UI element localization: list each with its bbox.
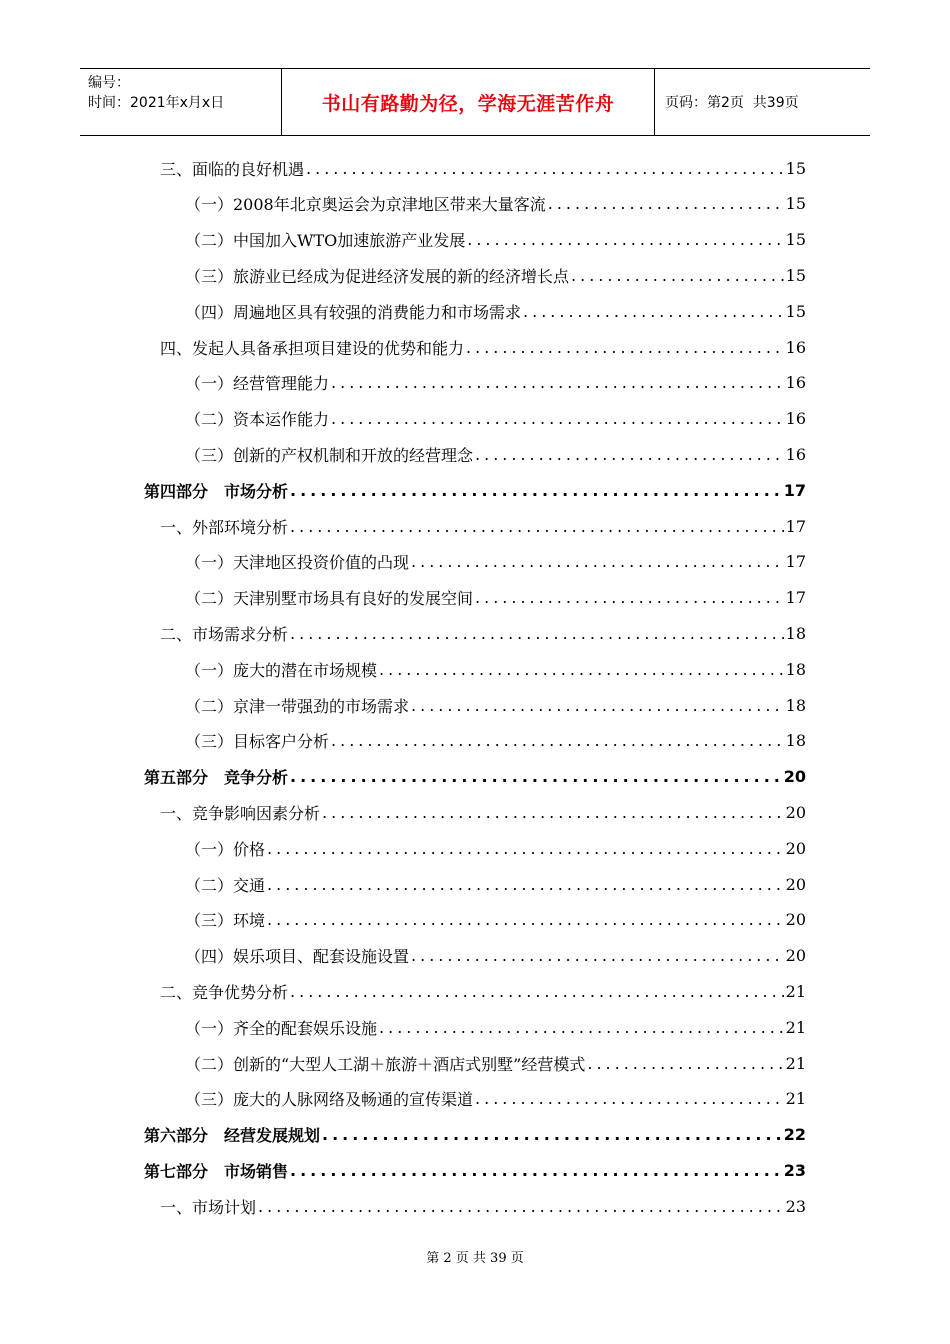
toc-entry[interactable]	[185, 1085, 806, 1113]
toc-entry-page: 15	[785, 265, 806, 285]
toc-entry-page: 17	[783, 480, 806, 500]
toc-entry-title: （一）庞大的潜在市场规模	[185, 660, 378, 680]
toc-dot-leader	[411, 696, 784, 715]
toc-entry[interactable]	[185, 261, 806, 289]
toc-entry-page: 15	[785, 301, 806, 321]
toc-entry-page: 22	[783, 1125, 806, 1145]
toc-dot-leader	[322, 803, 784, 822]
toc-entry[interactable]	[185, 1049, 806, 1077]
toc-entry-title: （二）京津一带强劲的市场需求	[185, 696, 410, 716]
toc-dot-leader	[411, 552, 784, 571]
toc-entry[interactable]	[160, 333, 806, 361]
toc-dot-leader	[411, 946, 784, 965]
toc-dot-leader	[258, 1197, 784, 1216]
toc-entry-page: 23	[785, 1196, 806, 1216]
toc-entry-title: 第七部分 市场销售	[144, 1161, 289, 1181]
header-meta	[80, 69, 282, 135]
header-page-label: 页码：第2页 共39页	[665, 95, 799, 111]
toc-entry[interactable]	[144, 476, 806, 504]
toc-dot-leader	[475, 588, 784, 607]
toc-entry-page: 17	[785, 552, 806, 572]
toc-entry[interactable]	[185, 906, 806, 934]
toc-dot-leader	[290, 767, 782, 786]
toc-entry-title: （四）娱乐项目、配套设施设置	[185, 947, 410, 967]
toc-entry-page: 21	[785, 1053, 806, 1073]
toc-entry[interactable]	[185, 584, 806, 612]
toc-dot-leader	[290, 481, 782, 500]
toc-entry-title: （四）周遍地区具有较强的消费能力和市场需求	[185, 302, 522, 322]
toc-entry-title: 第六部分 经营发展规划	[144, 1126, 321, 1146]
toc-entry[interactable]	[185, 440, 806, 468]
toc-dot-leader	[466, 338, 784, 357]
toc-entry-page: 20	[785, 946, 806, 966]
toc-entry-title: 四、发起人具备承担项目建设的优势和能力	[160, 338, 465, 358]
toc-entry-page: 15	[785, 230, 806, 250]
toc-entry[interactable]	[160, 798, 806, 826]
toc-entry[interactable]	[160, 154, 806, 182]
toc-dot-leader	[267, 875, 784, 894]
toc-dot-leader	[290, 624, 784, 643]
toc-entry-title: （一）经营管理能力	[185, 374, 330, 394]
toc-entry[interactable]	[185, 834, 806, 862]
toc-dot-leader	[306, 159, 784, 178]
toc-dot-leader	[475, 1089, 784, 1108]
toc-entry-page: 20	[785, 802, 806, 822]
toc-entry-title: （二）中国加入WTO加速旅游产业发展	[185, 231, 466, 251]
toc-entry-page: 16	[785, 409, 806, 429]
toc-dot-leader	[290, 1161, 782, 1180]
toc-dot-leader	[571, 266, 784, 285]
toc-entry[interactable]	[185, 405, 806, 433]
toc-dot-leader	[331, 373, 784, 392]
toc-dot-leader	[290, 517, 784, 536]
toc-entry-title: 第四部分 市场分析	[144, 481, 289, 501]
toc-dot-leader	[267, 839, 784, 858]
toc-entry-page: 16	[785, 337, 806, 357]
toc-entry-title: （一）价格	[185, 839, 266, 859]
toc-entry-title: （三）创新的产权机制和开放的经营理念	[185, 445, 474, 465]
toc-entry[interactable]	[185, 297, 806, 325]
toc-entry-title: 二、竞争优势分析	[160, 982, 289, 1002]
toc-entry-title: （一）天津地区投资价值的凸现	[185, 553, 410, 573]
toc-dot-leader	[267, 910, 784, 929]
toc-entry-page: 16	[785, 373, 806, 393]
page-header	[80, 68, 870, 136]
toc-entry-page: 15	[785, 158, 806, 178]
toc-dot-leader	[331, 731, 784, 750]
toc-entry-title: （二）创新的“大型人工湖＋旅游＋酒店式别墅”经营模式	[185, 1054, 586, 1074]
toc-dot-leader	[587, 1054, 783, 1073]
header-motto: 书山有路勤为径，学海无涯苦作舟	[282, 69, 655, 135]
toc-entry-page: 17	[785, 516, 806, 536]
toc-dot-leader	[475, 445, 784, 464]
toc-entry[interactable]	[185, 870, 806, 898]
toc-dot-leader	[523, 302, 784, 321]
toc-entry-title: （二）资本运作能力	[185, 410, 330, 430]
toc-entry-title: 一、竞争影响因素分析	[160, 803, 321, 823]
toc-entry-title: 三、面临的良好机遇	[160, 159, 305, 179]
toc-entry-page: 20	[785, 910, 806, 930]
toc-entry-page: 18	[785, 659, 806, 679]
toc-entry[interactable]	[185, 190, 806, 218]
toc-entry-page: 16	[785, 444, 806, 464]
toc-entry-title: （一）齐全的配套娱乐设施	[185, 1018, 378, 1038]
document-number: 编号：	[88, 75, 130, 91]
toc-entry-title: 一、外部环境分析	[160, 517, 289, 537]
toc-dot-leader	[548, 194, 784, 213]
toc-dot-leader	[467, 230, 783, 249]
toc-entry-page: 20	[785, 838, 806, 858]
toc-entry-page: 21	[785, 981, 806, 1001]
toc-entry-page: 21	[785, 1017, 806, 1037]
toc-entry[interactable]	[185, 369, 806, 397]
toc-entry[interactable]	[185, 1013, 806, 1041]
document-time: 时间：2021年x月x日	[88, 95, 225, 111]
toc-entry-title: （二）交通	[185, 875, 266, 895]
toc-dot-leader	[379, 1018, 784, 1037]
toc-entry[interactable]	[144, 1156, 806, 1184]
header-page-info	[655, 69, 870, 135]
toc-entry-title: （三）环境	[185, 911, 266, 931]
toc-entry[interactable]	[160, 977, 806, 1005]
toc-dot-leader	[379, 660, 784, 679]
toc-entry-title: （三）庞大的人脉网络及畅通的宣传渠道	[185, 1090, 474, 1110]
toc-entry-title: （三）旅游业已经成为促进经济发展的新的经济增长点	[185, 266, 570, 286]
toc-entry[interactable]	[185, 226, 806, 254]
toc-entry-page: 23	[783, 1160, 806, 1180]
toc-entry[interactable]	[185, 548, 806, 576]
toc-entry-page: 15	[785, 194, 806, 214]
toc-entry-page: 18	[785, 695, 806, 715]
toc-dot-leader	[331, 409, 784, 428]
toc-entry-page: 17	[785, 588, 806, 608]
toc-entry-title: （一）2008年北京奥运会为京津地区带来大量客流	[185, 195, 546, 215]
toc-entry-title: （三）目标客户分析	[185, 732, 330, 752]
toc-entry[interactable]	[185, 691, 806, 719]
toc-entry[interactable]	[185, 655, 806, 683]
toc-entry-page: 18	[785, 731, 806, 751]
toc-entry-title: （二）天津别墅市场具有良好的发展空间	[185, 589, 474, 609]
toc-entry[interactable]	[160, 512, 806, 540]
toc-entry-title: 二、市场需求分析	[160, 624, 289, 644]
toc-entry[interactable]	[144, 1121, 806, 1149]
toc-entry-title: 一、市场计划	[160, 1197, 257, 1217]
toc-entry[interactable]	[160, 619, 806, 647]
toc-entry-page: 20	[783, 767, 806, 787]
toc-entry[interactable]	[144, 763, 806, 791]
toc-dot-leader	[322, 1125, 782, 1144]
toc-entry[interactable]	[185, 727, 806, 755]
toc-dot-leader	[290, 982, 784, 1001]
toc-entry-page: 18	[785, 623, 806, 643]
toc-entry-page: 21	[785, 1089, 806, 1109]
toc-entry[interactable]	[160, 1192, 806, 1220]
page-footer: 第 2 页 共 39 页	[426, 1251, 524, 1266]
toc-entry-page: 20	[785, 874, 806, 894]
toc-entry-title: 第五部分 竞争分析	[144, 768, 289, 788]
toc-entry[interactable]	[185, 942, 806, 970]
